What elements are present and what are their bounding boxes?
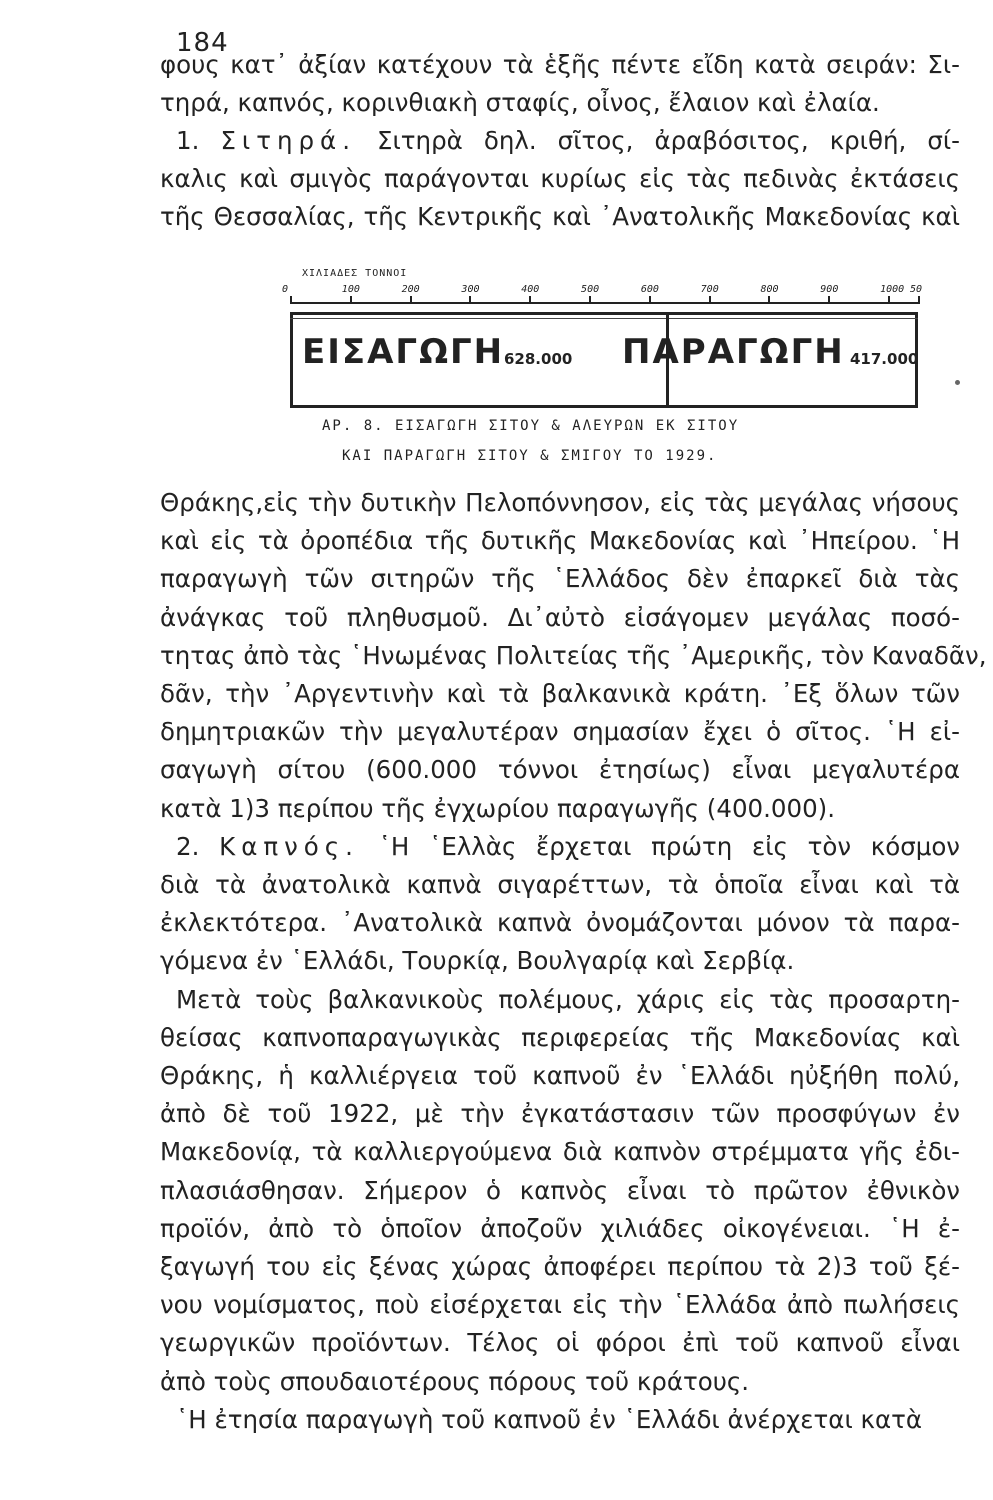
text-line: ἐκλεκτότερα. ᾽Ανατολικὰ καπνὰ ὀνομάζονται μόνον τὰ παρα- xyxy=(160,908,960,938)
tick-mark xyxy=(918,296,920,304)
bar-value-import: 628.000 xyxy=(504,350,573,368)
text-line: παραγωγὴ τῶν σιτηρῶν τῆς ῾Ελλάδος δὲν ἐπαρκεῖ διὰ τὰς xyxy=(160,564,960,594)
text-line: τητας ἀπὸ τὰς ῾Ηνωμένας Πολιτείας τῆς ᾽Αμερικῆς, τὸν Καναδᾶν, xyxy=(160,640,987,670)
text-line: ἀνάγκας τοῦ πληθυσμοῦ. Δι᾽αὐτὸ εἰσάγομεν μεγάλας ποσό- xyxy=(160,602,960,632)
tick-label: 400 xyxy=(521,284,540,295)
text-line: θείσας καπνοπαραγωγικὰς περιφερείας τῆς Μακεδονίας καὶ xyxy=(160,1022,960,1052)
bar-label-import: ΕΙΣΑΓΩΓΗ xyxy=(302,332,505,372)
section-number: 1. xyxy=(176,126,200,155)
text-line: ἀπὸ τοὺς σπουδαιοτέρους πόρους τοῦ κράτους. xyxy=(160,1366,750,1396)
tick-label: 50 xyxy=(910,284,923,295)
tick-label: 0 xyxy=(282,284,289,295)
text-line: Σιτηρὰ δηλ. σῖτος, ἀραβόσιτος, κριθή, σί- xyxy=(377,126,960,155)
frame-inner-line xyxy=(290,318,918,319)
section-line-kapnos xyxy=(176,832,960,862)
figure-caption: ΑΡ. 8. ΕΙΣΑΓΩΓΗ ΣΙΤΟΥ & ΑΛΕΥΡΩΝ ΕΚ ΣΙΤΟΥ xyxy=(322,418,740,434)
text-line: δᾶν, τὴν ᾽Αργεντινὴν καὶ τὰ βαλκανικὰ κράτη. ᾽Εξ ὅλων τῶν xyxy=(160,679,960,708)
bar-label-production: ΠΑΡΑΓΩΓΗ xyxy=(622,332,845,372)
text-line: τηρά, καπνός, κορινθιακὴ σταφίς, οἶνος, ἔλαιον καὶ ἐλαία. xyxy=(160,88,880,117)
text-line: κατὰ 1)3 περίπου τῆς ἐγχωρίου παραγωγῆς (400.000). xyxy=(160,793,836,823)
tick-label: 500 xyxy=(581,284,600,295)
tick-label: 700 xyxy=(700,284,719,295)
tick-label: 800 xyxy=(760,284,779,295)
wheat-chart xyxy=(282,268,972,468)
text-line: γόμενα ἐν ῾Ελλάδι, Τουρκίᾳ, Βουλγαρίᾳ καὶ Σερβίᾳ. xyxy=(160,946,795,976)
text-line: δημητριακῶν τὴν μεγαλυτέραν σημασίαν ἔχει ὁ σῖτος. ῾Η εἰ- xyxy=(160,717,960,747)
scale-axis xyxy=(290,302,918,304)
section-number: 2. xyxy=(176,831,200,861)
tick-label: 600 xyxy=(640,284,659,295)
text-line: γεωργικῶν προϊόντων. Τέλος οἱ φόροι ἐπὶ τοῦ καπνοῦ εἶναι xyxy=(160,1328,960,1358)
ink-speck xyxy=(955,380,960,385)
text-line: πλασιάσθησαν. Σήμερον ὁ καπνὸς εἶναι τὸ πρῶτον ἐθνικὸν xyxy=(160,1175,960,1205)
page-number: 184 xyxy=(176,28,229,58)
text-line: ἀπὸ δὲ τοῦ 1922, μὲ τὴν ἐγκατάστασιν τῶν προσφύγων ἐν xyxy=(160,1099,960,1129)
text-line: Μετὰ τοὺς βαλκανικοὺς πολέμους, χάρις εἰς τὰς προσαρτη- xyxy=(176,984,960,1014)
text-line: ξαγωγή του εἰς ξένας χώρας ἀποφέρει περίπου τὰ 2)3 τοῦ ξέ- xyxy=(160,1252,960,1281)
tick-label: 1000 xyxy=(880,284,905,295)
text-line: φους κατ᾽ ἀξίαν κατέχουν τὰ ἑξῆς πέντε εἴδη κατὰ σειράν: Σι- xyxy=(160,50,960,79)
text-line: διὰ τὰ ἀνατολικὰ καπνὰ σιγαρέττων, τὰ ὁποῖα εἶναι καὶ τὰ xyxy=(160,870,960,899)
text-line: προϊόν, ἀπὸ τὸ ὁποῖον ἀποζοῦν χιλιάδες οἰκογένειαι. ῾Η ἐ- xyxy=(160,1213,960,1243)
text-line: τῆς Θεσσαλίας, τῆς Κεντρικῆς καὶ ᾽Ανατολικῆς Μακεδονίας καὶ xyxy=(160,202,960,231)
section-line-sitira xyxy=(176,126,960,156)
text-line: καλις καὶ σμιγὸς παράγονται κυρίως εἰς τὰς πεδινὰς ἐκτάσεις xyxy=(160,164,960,193)
text-line: ῾Η ἐτησία παραγωγὴ τοῦ καπνοῦ ἐν ῾Ελλάδι ἀνέρχεται κατὰ xyxy=(176,1404,923,1434)
section-heading: Καπνός. xyxy=(219,831,359,861)
bar-value-production: 417.000 xyxy=(850,350,919,368)
tick-label: 200 xyxy=(401,284,420,295)
section-heading: Σιτηρά. xyxy=(220,126,356,155)
text-line: καὶ εἰς τὰ ὀροπέδια τῆς δυτικῆς Μακεδονίας καὶ ᾽Ηπείρου. ῾Η xyxy=(160,526,960,556)
text-line: νου νομίσματος, ποὺ εἰσέρχεται εἰς τὴν ῾Ελλάδα ἀπὸ πωλήσεις xyxy=(160,1290,960,1320)
text-line: Θράκης, ἡ καλλιέργεια τοῦ καπνοῦ ἐν ῾Ελλάδι ηὐξήθη πολύ, xyxy=(160,1061,960,1090)
tick-label: 100 xyxy=(341,284,360,295)
tick-label: 300 xyxy=(461,284,480,295)
text-line: ῾Η ῾Ελλὰς ἔρχεται πρώτη εἰς τὸν κόσμον xyxy=(378,831,960,861)
tick-label: 900 xyxy=(820,284,839,295)
figure-caption: ΚΑΙ ΠΑΡΑΓΩΓΗ ΣΙΤΟΥ & ΣΜΙΓΟΥ ΤΟ 1929. xyxy=(342,448,718,464)
scale-title: ΧΙΛΙΑΔΕΣ ΤΟΝΝΟΙ xyxy=(302,268,408,279)
text-line: Μακεδονίᾳ, τὰ καλλιεργούμενα διὰ καπνὸν στρέμματα γῆς ἐδι- xyxy=(160,1137,960,1167)
text-line: σαγωγὴ σίτου (600.000 τόννοι ἐτησίως) εἶναι μεγαλυτέρα xyxy=(160,755,960,785)
text-line: Θράκης,εἰς τὴν δυτικὴν Πελοπόννησον, εἰς τὰς μεγάλας νήσους xyxy=(160,488,960,517)
